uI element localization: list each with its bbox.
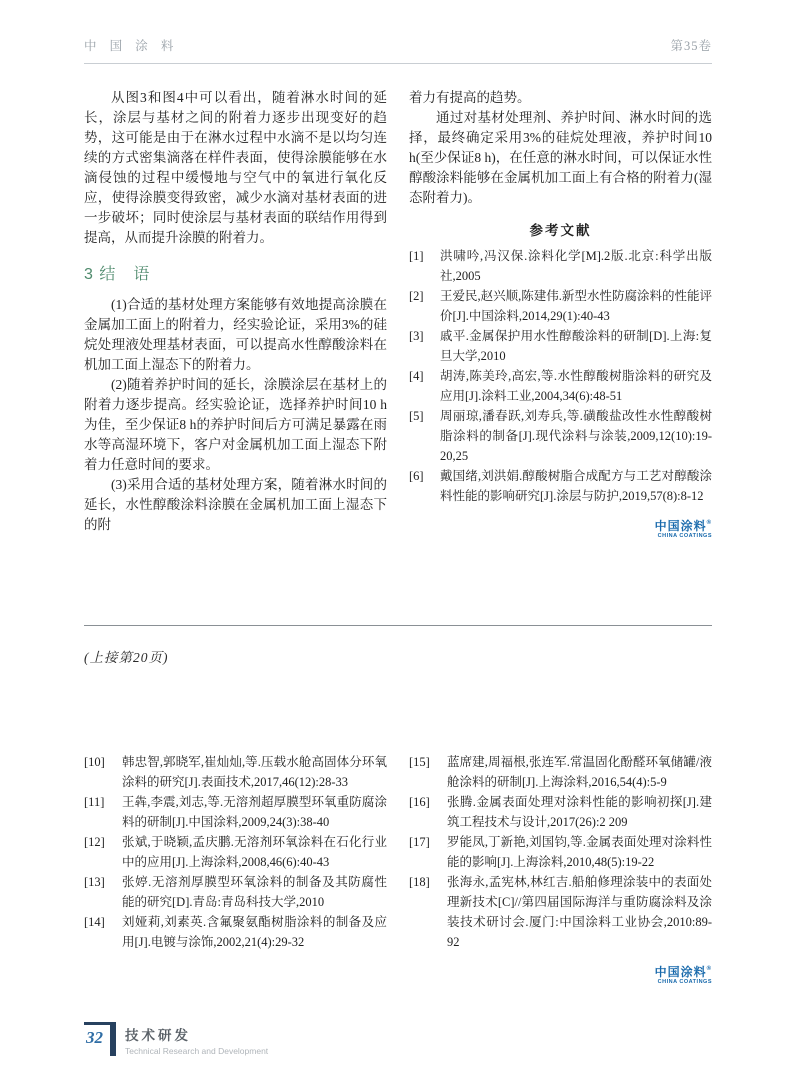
- reference-item: [409, 752, 712, 792]
- footer-section-block: [125, 1022, 268, 1056]
- reference-number: [11]: [84, 795, 105, 809]
- page-number-box: [84, 1022, 116, 1056]
- reference-item: [409, 406, 712, 466]
- reference-list-bottom-left: [84, 752, 387, 952]
- registered-mark: ®: [706, 520, 712, 526]
- brand-logo: [409, 520, 712, 539]
- left-column-bottom: [84, 752, 387, 985]
- reference-text: 王爱民,赵兴顺,陈建伟.新型水性防腐涂料的性能评价[J].中国涂料,2014,29(1):40-43: [440, 289, 712, 323]
- brand-logo: [409, 966, 712, 985]
- right-column: [409, 88, 712, 539]
- paragraph-conclusion-2: (2)随着养护时间的延长，涂膜涂层在基材上的附着力逐步提高。经实验论证，选择养护时间10 h为佳，至少保证8 h的养护时间后方可满足暴露在雨水等高湿环境下，客户对金属机加工面上湿态下附着力任意时间的要求。: [84, 377, 387, 472]
- section-divider-line: [84, 625, 712, 626]
- reference-number: [18]: [409, 875, 430, 889]
- reference-item: [84, 912, 387, 952]
- brand-logo-cn-text: 中国涂料: [654, 519, 707, 533]
- reference-number: [12]: [84, 835, 105, 849]
- left-column: [84, 88, 387, 539]
- journal-name: 中 国 涂 料: [84, 39, 179, 53]
- reference-text: 张海永,孟宪林,林红吉.船舶修理涂装中的表面处理新技术[C]//第四届国际海洋与重防腐涂料及涂装技术研讨会.厦门:中国涂料工业协会,2010:89-92: [447, 875, 712, 949]
- reference-text: 胡涛,陈美玲,高宏,等.水性醇酸树脂涂料的研究及应用[J].涂料工业,2004,34(6):48-51: [440, 369, 712, 403]
- section-heading-conclusion: 3 结 语: [84, 266, 151, 283]
- paragraph-summary: 通过对基材处理剂、养护时间、淋水时间的选择，最终确定采用3%的硅烷处理液，养护时间10 h(至少保证8 h)，在任意的淋水时间，可以保证水性醇酸涂料能够在金属机加工面上有合格的附着力(湿态附着力)。: [409, 110, 712, 205]
- reference-number: [13]: [84, 875, 105, 889]
- reference-text: 洪啸吟,冯汉保.涂料化学[M].2版.北京:科学出版社,2005: [440, 249, 712, 283]
- reference-text: 张腾.金属表面处理对涂料性能的影响初探[J].建筑工程技术与设计,2017(26):2 209: [447, 795, 712, 829]
- continued-references-section: [84, 752, 712, 985]
- reference-item: [84, 792, 387, 832]
- brand-logo-cn-text: 中国涂料: [654, 965, 707, 979]
- reference-list-bottom-right: [409, 752, 712, 952]
- reference-number: [3]: [409, 329, 424, 343]
- reference-text: 戚平.金属保护用水性醇酸涂料的研制[D].上海:复旦大学,2010: [440, 329, 712, 363]
- reference-list-top: [409, 246, 712, 506]
- reference-text: 王犇,李震,刘志,等.无溶剂超厚膜型环氧重防腐涂料的研制[J].中国涂料,2009,24(3):38-40: [122, 795, 387, 829]
- reference-item: [409, 872, 712, 952]
- page-footer: [84, 1022, 268, 1056]
- volume-label: 第35卷: [670, 39, 712, 53]
- reference-number: [10]: [84, 755, 105, 769]
- reference-number: [16]: [409, 795, 430, 809]
- right-column-bottom: [409, 752, 712, 985]
- reference-number: [14]: [84, 915, 105, 929]
- footer-divider-bar: [110, 1025, 116, 1056]
- references-heading: 参考文献: [529, 223, 592, 238]
- reference-text: 韩忠智,郭晓军,崔灿灿,等.压载水舱高固体分环氧涂料的研究[J].表面技术,2017,46(12):28-33: [122, 755, 387, 789]
- continuation-note: (上接第20页): [84, 650, 169, 665]
- reference-item: [409, 246, 712, 286]
- footer-section-title: 技术研发: [125, 1028, 191, 1043]
- article-body: [84, 88, 712, 539]
- reference-item: [409, 792, 712, 832]
- reference-item: [409, 326, 712, 366]
- reference-text: 张斌,于晓颖,孟庆鹏.无溶剂环氧涂料在石化行业中的应用[J].上海涂料,2008,46(6):40-43: [122, 835, 387, 869]
- brand-logo-cn: [409, 520, 712, 533]
- page-header: [84, 36, 712, 64]
- reference-text: 周丽琼,潘春跃,刘寿兵,等.磺酸盐改性水性醇酸树脂涂料的制备[J].现代涂料与涂装,2009,12(10):19-20,25: [440, 409, 712, 463]
- brand-logo-cn: [409, 966, 712, 979]
- paragraph-conclusion-1: (1)合适的基材处理方案能够有效地提高涂膜在金属加工面上的附着力，经实验论证，采用3%的硅烷处理液处理基材表面，可以提高水性醇酸涂料在机加工面上湿态下的附着力。: [84, 297, 387, 372]
- reference-text: 罗能凤,丁新艳,刘国钧,等.金属表面处理对涂料性能的影响[J].上海涂料,2010,48(5):19-22: [447, 835, 712, 869]
- reference-item: [84, 832, 387, 872]
- paragraph-conclusion-3: (3)采用合适的基材处理方案，随着淋水时间的延长，水性醇酸涂料涂膜在金属机加工面上湿态下的附: [84, 477, 387, 532]
- reference-item: [409, 286, 712, 326]
- registered-mark: ®: [706, 966, 712, 972]
- page-number: 32: [86, 1028, 103, 1047]
- reference-item: [84, 872, 387, 912]
- reference-text: 刘娅莉,刘素英.含氟聚氨酯树脂涂料的制备及应用[J].电镀与涂饰,2002,21(4):29-32: [122, 915, 387, 949]
- brand-logo-en: CHINA COATINGS: [657, 533, 712, 540]
- reference-item: [84, 752, 387, 792]
- reference-number: [1]: [409, 249, 424, 263]
- brand-logo-en: CHINA COATINGS: [657, 979, 712, 986]
- reference-number: [2]: [409, 289, 424, 303]
- reference-number: [15]: [409, 755, 430, 769]
- reference-text: 张婷.无溶剂厚膜型环氧涂料的制备及其防腐性能的研究[D].青岛:青岛科技大学,2010: [122, 875, 387, 909]
- reference-number: [5]: [409, 409, 424, 423]
- paragraph-discussion: 从图3和图4中可以看出，随着淋水时间的延长，涂层与基材之间的附着力逐步出现变好的趋势，这可能是由于在淋水过程中水滴不是以均匀连续的方式密集滴落在样件表面，使得涂膜能够在水滴侵蚀的过程中缓慢地与空气中的氧进行氧化反应，使得涂膜变得致密，减少水滴对基材表面的进一步破坏；同时使涂层与基材表面的联结作用得到提高，从而提升涂膜的附着力。: [84, 90, 387, 245]
- reference-number: [6]: [409, 469, 424, 483]
- reference-item: [409, 466, 712, 506]
- reference-item: [409, 832, 712, 872]
- footer-section-subtitle: Technical Research and Development: [125, 1046, 269, 1056]
- reference-item: [409, 366, 712, 406]
- reference-number: [4]: [409, 369, 424, 383]
- reference-text: 戴国绪,刘洪娟.醇酸树脂合成配方与工艺对醇酸涂料性能的影响研究[J].涂层与防护,2019,57(8):8-12: [440, 469, 712, 503]
- paragraph-continuation: 着力有提高的趋势。: [409, 90, 531, 105]
- reference-number: [17]: [409, 835, 430, 849]
- reference-text: 蓝席建,周福根,张连军.常温固化酚醛环氧储罐/液舱涂料的研制[J].上海涂料,2016,54(4):5-9: [447, 755, 712, 789]
